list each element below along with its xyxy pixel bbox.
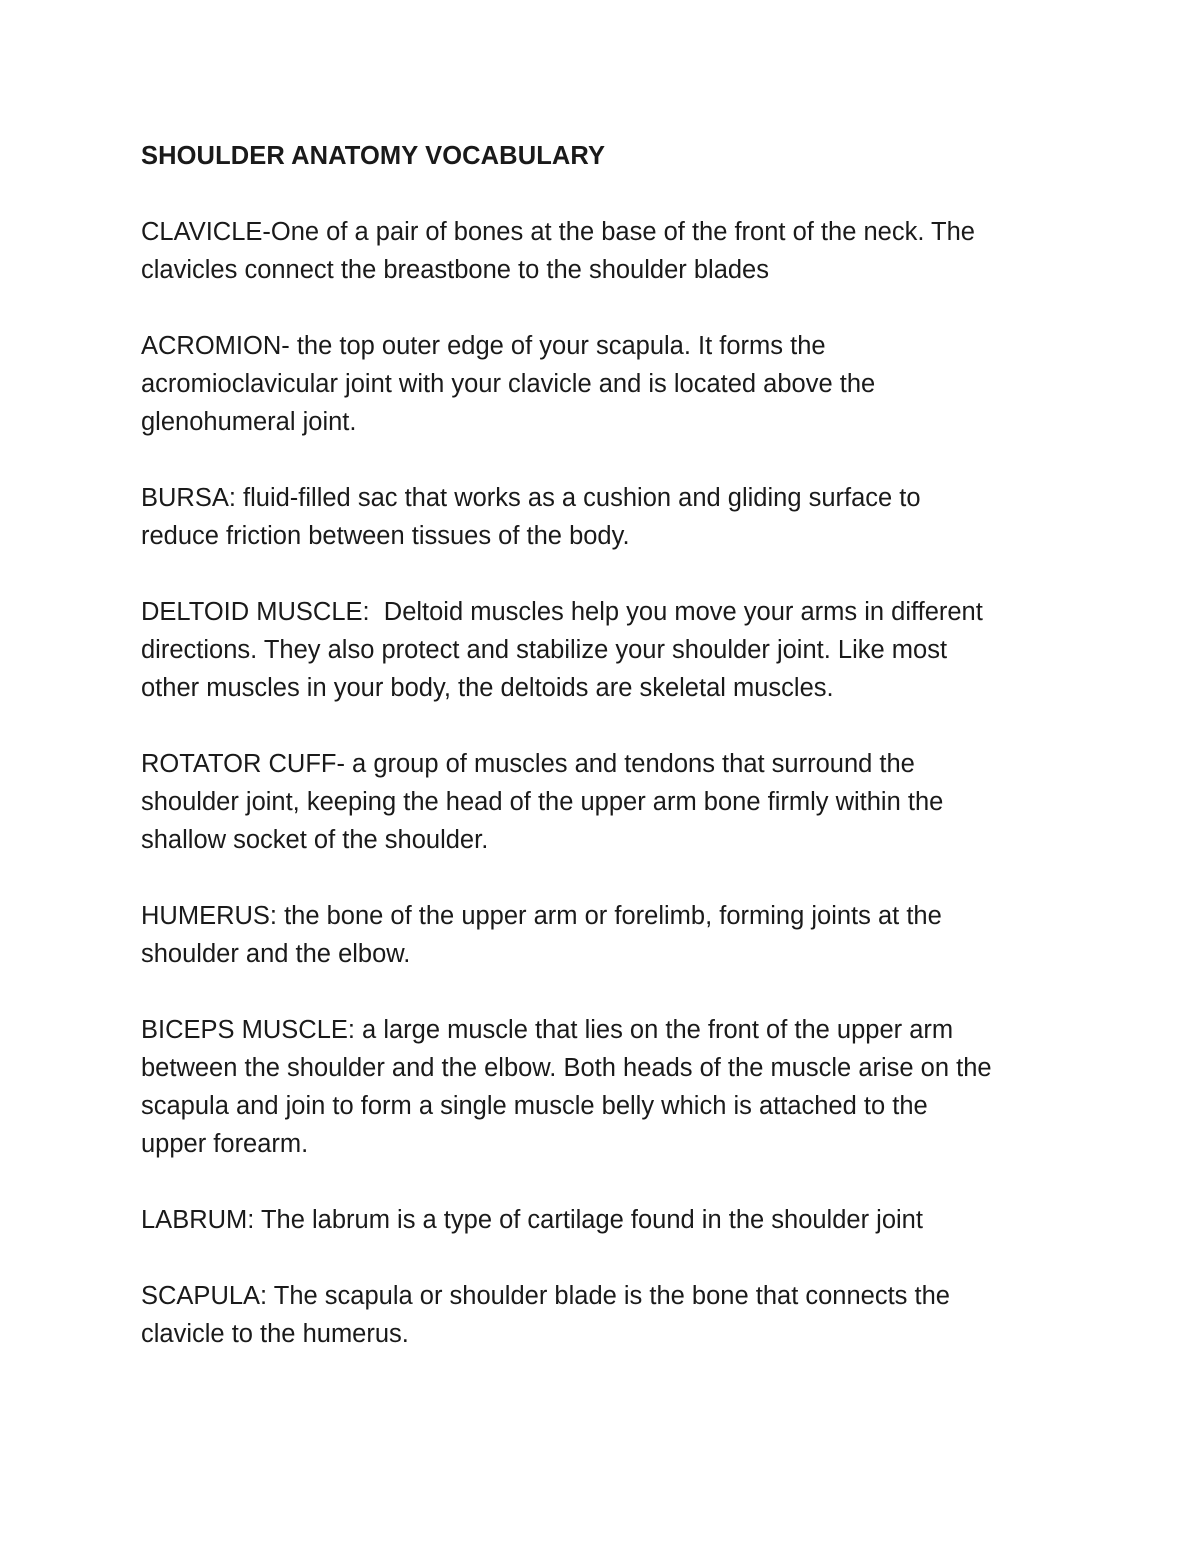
entry-text-line: BURSA: fluid-filled sac that works as a cushion and gliding surface to: [141, 484, 921, 512]
entry-text-line: glenohumeral joint.: [141, 408, 357, 436]
vocab-entry-acromion: [141, 327, 1061, 441]
entry-text-line: SCAPULA: The scapula or shoulder blade is the bone that connects the: [141, 1282, 950, 1310]
vocab-entry-biceps-muscle: [141, 1011, 1061, 1163]
entry-text-line: between the shoulder and the elbow. Both heads of the muscle arise on the: [141, 1054, 992, 1082]
entry-text-line: reduce friction between tissues of the body.: [141, 522, 630, 550]
vocab-entry-scapula: [141, 1277, 1061, 1353]
entry-text-line: clavicle to the humerus.: [141, 1320, 409, 1348]
entry-text-line: shoulder and the elbow.: [141, 940, 411, 968]
vocab-entry-bursa: [141, 479, 1061, 555]
entry-text-line: LABRUM: The labrum is a type of cartilage found in the shoulder joint: [141, 1206, 923, 1234]
entry-text-line: HUMERUS: the bone of the upper arm or forelimb, forming joints at the: [141, 902, 942, 930]
vocab-entry-clavicle: [141, 213, 1061, 289]
entry-text-line: upper forearm.: [141, 1130, 309, 1158]
vocab-entry-deltoid-muscle: [141, 593, 1061, 707]
entry-text-line: ROTATOR CUFF- a group of muscles and tendons that surround the: [141, 750, 915, 778]
entry-text-line: ACROMION- the top outer edge of your scapula. It forms the: [141, 332, 826, 360]
vocab-entry-humerus: [141, 897, 1061, 973]
entry-text-line: acromioclavicular joint with your clavicle and is located above the: [141, 370, 876, 398]
vocab-entry-labrum: [141, 1201, 1061, 1239]
entry-text-line: shallow socket of the shoulder.: [141, 826, 489, 854]
entry-text-line: CLAVICLE-One of a pair of bones at the base of the front of the neck. The: [141, 218, 975, 246]
entry-text-line: other muscles in your body, the deltoids are skeletal muscles.: [141, 674, 834, 702]
document-title: SHOULDER ANATOMY VOCABULARY: [141, 142, 606, 170]
entry-text-line: clavicles connect the breastbone to the shoulder blades: [141, 256, 769, 284]
entry-text-line: BICEPS MUSCLE: a large muscle that lies on the front of the upper arm: [141, 1016, 954, 1044]
entry-text-line: scapula and join to form a single muscle belly which is attached to the: [141, 1092, 928, 1120]
entry-text-line: DELTOID MUSCLE: Deltoid muscles help you move your arms in different: [141, 598, 983, 626]
entry-text-line: directions. They also protect and stabilize your shoulder joint. Like most: [141, 636, 948, 664]
vocab-entry-rotator-cuff: [141, 745, 1061, 859]
entry-text-line: shoulder joint, keeping the head of the upper arm bone firmly within the: [141, 788, 944, 816]
